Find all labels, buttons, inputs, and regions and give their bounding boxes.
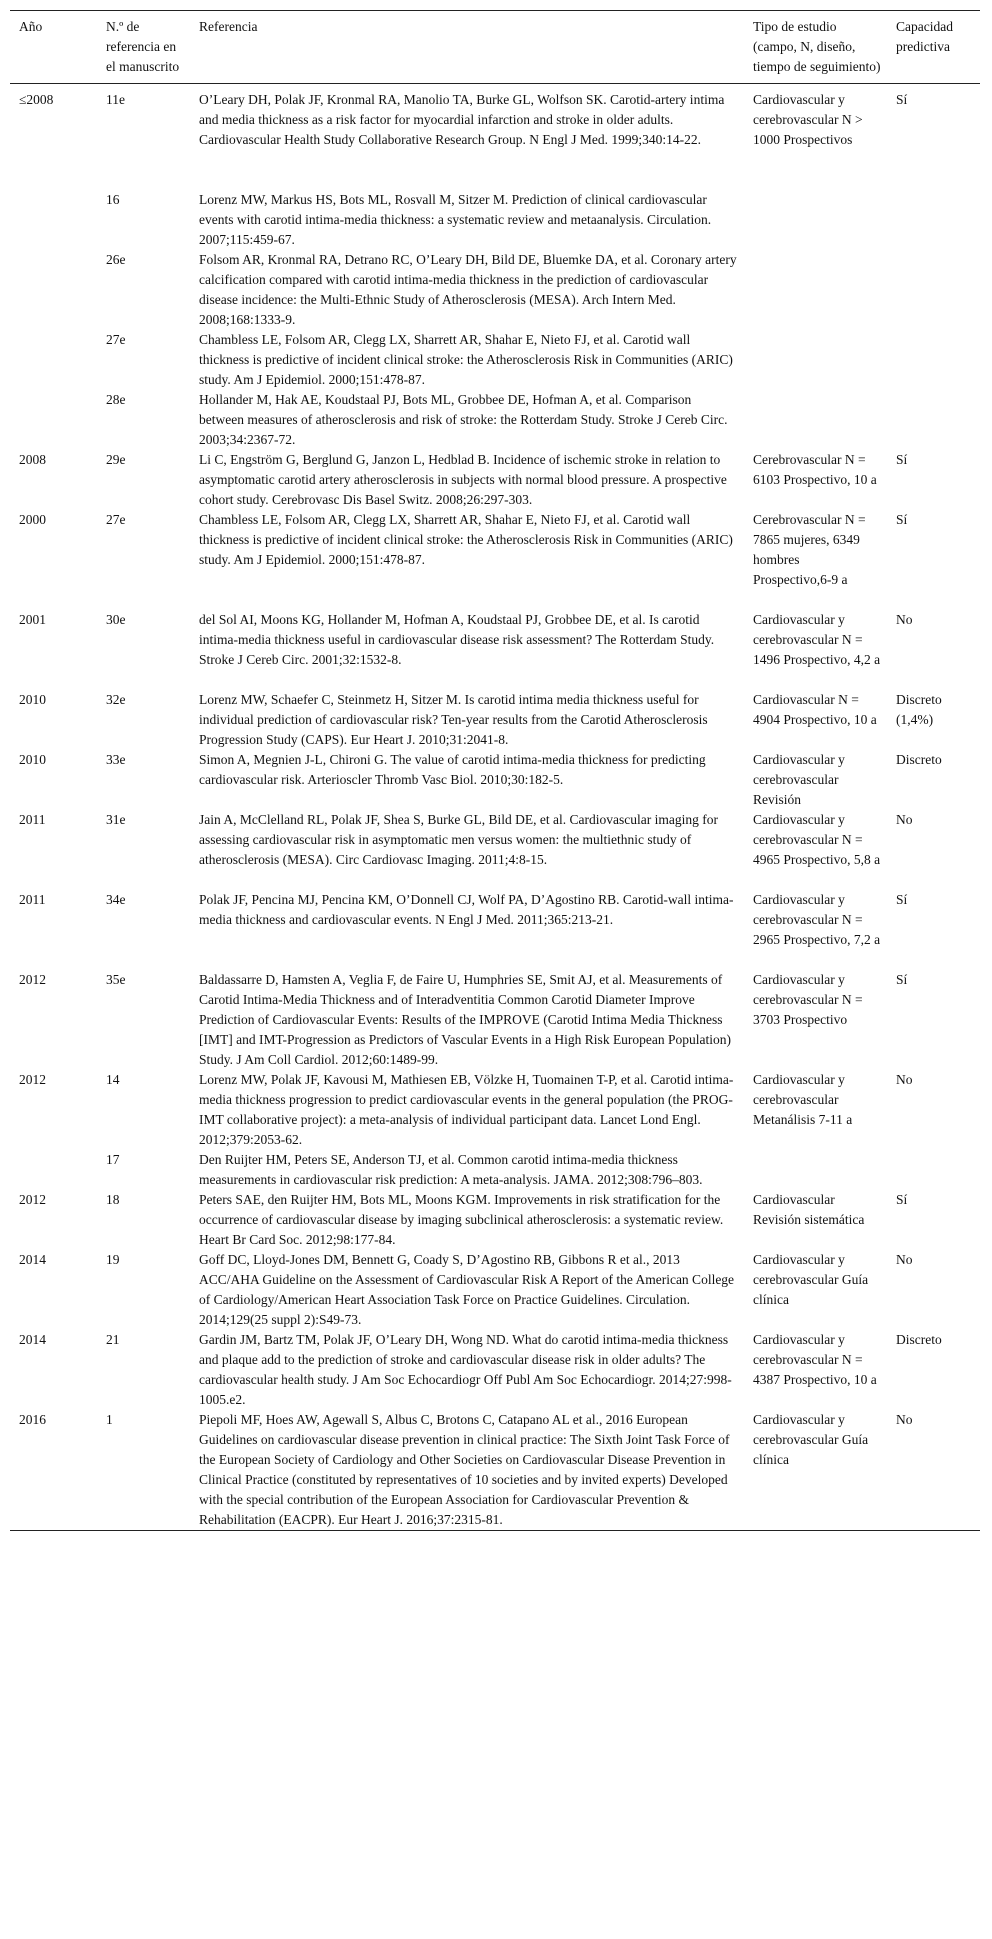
cell-predictive-capacity: Discreto (1,4%) (896, 692, 942, 727)
cell-predictive-capacity: No (887, 1410, 980, 1531)
table-row (10, 330, 980, 390)
cell-study-type: Cardiovascular y cerebrovascular Guía clínica (744, 1410, 887, 1531)
cell-ref-number: 35e (106, 972, 126, 987)
cell-reference: Lorenz MW, Polak JF, Kavousi M, Mathiesen EB, Völzke H, Tuomainen T-P, et al. Carotid intima-media thickness progression to predict cardiovascular events in the general population (the PROG-IMT collaborative project): a meta-analysis of individual participant data. Lancet Lond Engl. 2012;379:2053-62. (199, 1072, 734, 1147)
cell-year: 2008 (19, 452, 46, 467)
cell-year: 2010 (19, 752, 46, 767)
cell-ref-number: 32e (106, 692, 126, 707)
cell-study-type: Cardiovascular y cerebrovascular N > 1000 Prospectivos (753, 92, 863, 147)
cell-ref-number: 34e (106, 892, 126, 907)
table-row (10, 890, 980, 970)
table-row (10, 390, 980, 450)
cell-ref-number: 16 (106, 192, 120, 207)
cell-study-type: Cerebrovascular N = 7865 mujeres, 6349 hombres Prospectivo,6-9 a (753, 512, 866, 587)
cell-ref-number: 33e (106, 752, 126, 767)
table-row (10, 190, 980, 250)
cell-year: 2012 (19, 1072, 46, 1087)
references-table (10, 10, 980, 1531)
cell-ref-number: 31e (106, 812, 126, 827)
table-header-row (10, 11, 980, 84)
cell-ref-number: 19 (106, 1252, 120, 1267)
cell-reference: Jain A, McClelland RL, Polak JF, Shea S, Burke GL, Bild DE, et al. Cardiovascular imaging for assessing cardiovascular risk in asymptomatic men versus women: the multiethnic study of atherosclerosis (MESA). Circ Cardiovasc Imaging. 2011;4:8-15. (199, 812, 718, 867)
cell-study-type (744, 390, 887, 450)
cell-year (10, 390, 97, 450)
cell-study-type: Cardiovascular y cerebrovascular Guía clínica (753, 1252, 869, 1307)
cell-year: 2012 (19, 972, 46, 987)
cell-study-type (744, 1150, 887, 1190)
cell-predictive-capacity (887, 190, 980, 250)
cell-reference: Lorenz MW, Schaefer C, Steinmetz H, Sitzer M. Is carotid intima media thickness useful for individual prediction of cardiovascular risk? Ten-year results from the Carotid Atherosclerosis Progression Study (CAPS). Eur Heart J. 2010;31:2041-8. (199, 692, 708, 747)
cell-reference: Polak JF, Pencina MJ, Pencina KM, O’Donnell CJ, Wolf PA, D’Agostino RB. Carotid-wall intima-media thickness and cardiovascular events. N Engl J Med. 2011;365:213-21. (199, 892, 734, 927)
table-row (10, 610, 980, 690)
header-ref-number: N.º de referencia en el manuscrito (97, 11, 190, 84)
cell-predictive-capacity: No (896, 612, 913, 627)
table-row (10, 84, 980, 191)
cell-predictive-capacity: Discreto (896, 1332, 942, 1347)
cell-predictive-capacity: Sí (896, 1192, 908, 1207)
cell-year: 2001 (19, 612, 46, 627)
cell-study-type: Cardiovascular y cerebrovascular N = 4965 Prospectivo, 5,8 a (753, 812, 881, 867)
cell-ref-number: 21 (106, 1332, 120, 1347)
cell-predictive-capacity (887, 1150, 980, 1190)
cell-study-type (744, 250, 887, 330)
cell-study-type: Cardiovascular y cerebrovascular N = 1496 Prospectivo, 4,2 a (753, 612, 881, 667)
cell-ref-number: 18 (106, 1192, 120, 1207)
cell-reference: Folsom AR, Kronmal RA, Detrano RC, O’Leary DH, Bild DE, Bluemke DA, et al. Coronary artery calcification compared with carotid intima-media thickness in the prediction of cardiovascular disease incidence: the Multi-Ethnic Study of Atherosclerosis (MESA). Arch Intern Med. 2008;168:1333-9. (199, 252, 737, 327)
cell-reference: Li C, Engström G, Berglund G, Janzon L, Hedblad B. Incidence of ischemic stroke in relation to asymptomatic carotid artery atherosclerosis in subjects with normal blood pressure. A prospective cohort study. Cerebrovasc Dis Basel Switz. 2008;26:297-303. (199, 452, 727, 507)
table-row (10, 250, 980, 330)
cell-year: 2011 (19, 812, 46, 827)
cell-study-type: Cardiovascular y cerebrovascular N = 2965 Prospectivo, 7,2 a (753, 892, 881, 947)
cell-reference: Hollander M, Hak AE, Koudstaal PJ, Bots ML, Grobbee DE, Hofman A, et al. Comparison between measures of atherosclerosis and risk of stroke: the Rotterdam Study. Stroke J Cereb Circ. 2003;34:2367-72. (199, 392, 728, 447)
table-row (10, 750, 980, 810)
table-row (10, 510, 980, 610)
cell-reference: Baldassarre D, Hamsten A, Veglia F, de Faire U, Humphries SE, Smit AJ, et al. Measurements of Carotid Intima-Media Thickness and of Interadventitia Common Carotid Diameter Improve Prediction of Cardiovascular Events: Results of the IMPROVE (Carotid Intima Media Thickness [IMT] and IMT-Progression as Predictors of Vascular Events in a High Risk European Population) Study. J Am Coll Cardiol. 2012;60:1489-99. (199, 972, 732, 1067)
cell-predictive-capacity: Sí (896, 512, 908, 527)
table-row (10, 450, 980, 510)
cell-ref-number: 28e (106, 392, 126, 407)
cell-ref-number: 26e (106, 252, 126, 267)
cell-predictive-capacity: No (896, 1252, 913, 1267)
cell-study-type: Cardiovascular N = 4904 Prospectivo, 10 a (753, 692, 877, 727)
cell-reference: del Sol AI, Moons KG, Hollander M, Hofman A, Koudstaal PJ, Grobbee DE, et al. Is carotid intima-media thickness useful in cardiovascular disease risk assessment? The Rotterdam Study. Stroke J Cereb Circ. 2001;32:1532-8. (199, 612, 715, 667)
cell-reference: Lorenz MW, Markus HS, Bots ML, Rosvall M, Sitzer M. Prediction of clinical cardiovascular events with carotid intima-media thickness: a systematic review and metaanalysis. Circulation. 2007;115:459-67. (199, 192, 712, 247)
cell-reference: Peters SAE, den Ruijter HM, Bots ML, Moons KGM. Improvements in risk stratification for the occurrence of cardiovascular disease by imaging subclinical atherosclerosis: a systematic review. Heart Br Card Soc. 2012;98:177-84. (199, 1192, 724, 1247)
cell-predictive-capacity: Discreto (896, 752, 942, 767)
cell-ref-number: 14 (106, 1072, 120, 1087)
cell-predictive-capacity: Sí (896, 452, 908, 467)
table-row (10, 690, 980, 750)
cell-year: 2014 (19, 1332, 46, 1347)
header-year: Año (10, 11, 97, 84)
cell-predictive-capacity: Sí (896, 92, 908, 107)
header-reference: Referencia (190, 11, 744, 84)
header-predictive-capacity: Capacidad predictiva (887, 11, 980, 84)
table-row (10, 810, 980, 890)
cell-year: 2000 (19, 512, 46, 527)
cell-ref-number: 11e (106, 92, 125, 107)
table-row (10, 970, 980, 1070)
cell-ref-number: 1 (97, 1410, 190, 1531)
cell-study-type: Cardiovascular Revisión sistemática (753, 1192, 865, 1227)
table-row (10, 1190, 980, 1250)
cell-study-type (744, 190, 887, 250)
cell-ref-number: 17 (106, 1152, 120, 1167)
cell-reference: O’Leary DH, Polak JF, Kronmal RA, Manolio TA, Burke GL, Wolfson SK. Carotid-artery intima and media thickness as a risk factor for myocardial infarction and stroke in older adults. Cardiovascular Health Study Collaborative Research Group. N Engl J Med. 1999;340:14-22. (199, 92, 725, 147)
cell-ref-number: 30e (106, 612, 126, 627)
cell-ref-number: 29e (106, 452, 126, 467)
cell-predictive-capacity (887, 330, 980, 390)
cell-predictive-capacity: Sí (896, 972, 908, 987)
table-body (10, 84, 980, 1531)
cell-study-type: Cardiovascular y cerebrovascular N = 3703 Prospectivo (753, 972, 863, 1027)
cell-study-type: Cerebrovascular N = 6103 Prospectivo, 10 a (753, 452, 877, 487)
cell-predictive-capacity: No (896, 812, 913, 827)
cell-year: 2010 (19, 692, 46, 707)
cell-year: 2011 (19, 892, 46, 907)
cell-predictive-capacity: No (896, 1072, 913, 1087)
cell-predictive-capacity (887, 250, 980, 330)
table-row (10, 1070, 980, 1150)
table-row (10, 1250, 980, 1330)
cell-reference: Chambless LE, Folsom AR, Clegg LX, Sharrett AR, Shahar E, Nieto FJ, et al. Carotid wall thickness is predictive of incident clinical stroke: the Atherosclerosis Risk in Communities (ARIC) study. Am J Epidemiol. 2000;151:478-87. (199, 332, 733, 387)
table-row (10, 1410, 980, 1531)
cell-study-type: Cardiovascular y cerebrovascular N = 4387 Prospectivo, 10 a (753, 1332, 877, 1387)
cell-reference: Piepoli MF, Hoes AW, Agewall S, Albus C, Brotons C, Catapano AL et al., 2016 European Guidelines on cardiovascular disease prevention in clinical practice: The Sixth Joint Task Force of the European Society of Cardiology and Other Societies on Cardiovascular Disease Prevention in Clinical Practice (constituted by representatives of 10 societies and by invited experts) Developed with the special contribution of the European Association for Cardiovascular Prevention & Rehabilitation (EACPR). Eur Heart J. 2016;37:2315-81. (190, 1410, 744, 1531)
cell-reference: Chambless LE, Folsom AR, Clegg LX, Sharrett AR, Shahar E, Nieto FJ, et al. Carotid wall thickness is predictive of incident clinical stroke: the Atherosclerosis Risk in Communities (ARIC) study. Am J Epidemiol. 2000;151:478-87. (199, 512, 733, 567)
table-row (10, 1330, 980, 1410)
cell-year (10, 1150, 97, 1190)
cell-ref-number: 27e (106, 512, 126, 527)
cell-predictive-capacity: Sí (896, 892, 908, 907)
cell-year: 2016 (10, 1410, 97, 1531)
cell-year (10, 250, 97, 330)
cell-predictive-capacity (887, 390, 980, 450)
cell-year: 2014 (19, 1252, 46, 1267)
cell-study-type (744, 330, 887, 390)
cell-ref-number: 27e (106, 332, 126, 347)
cell-year (10, 330, 97, 390)
cell-reference: Simon A, Megnien J-L, Chironi G. The value of carotid intima-media thickness for predicting cardiovascular risk. Arterioscler Thromb Vasc Biol. 2010;30:182-5. (199, 752, 706, 787)
table-row (10, 1150, 980, 1190)
header-study-type: Tipo de estudio (campo, N, diseño, tiempo de seguimiento) (744, 11, 887, 84)
cell-study-type: Cardiovascular y cerebrovascular Metanálisis 7-11 a (753, 1072, 853, 1127)
cell-study-type: Cardiovascular y cerebrovascular Revisión (753, 752, 845, 807)
cell-year: 2012 (19, 1192, 46, 1207)
cell-year: ≤2008 (19, 92, 54, 107)
cell-reference: Den Ruijter HM, Peters SE, Anderson TJ, et al. Common carotid intima-media thickness measurements in cardiovascular risk prediction: A meta-analysis. JAMA. 2012;308:796–803. (199, 1152, 703, 1187)
cell-year (10, 190, 97, 250)
cell-reference: Gardin JM, Bartz TM, Polak JF, O’Leary DH, Wong ND. What do carotid intima-media thickness and plaque add to the prediction of stroke and cardiovascular disease risk in older adults? The cardiovascular health study. J Am Soc Echocardiogr Off Publ Am Soc Echocardiogr. 2014;27:998-1005.e2. (199, 1332, 732, 1407)
cell-reference: Goff DC, Lloyd-Jones DM, Bennett G, Coady S, D’Agostino RB, Gibbons R et al., 2013 ACC/AHA Guideline on the Assessment of Cardiovascular Risk A Report of the American College of Cardiology/American Heart Association Task Force on Practice Guidelines. Circulation. 2014;129(25 suppl 2):S49-73. (199, 1252, 735, 1327)
